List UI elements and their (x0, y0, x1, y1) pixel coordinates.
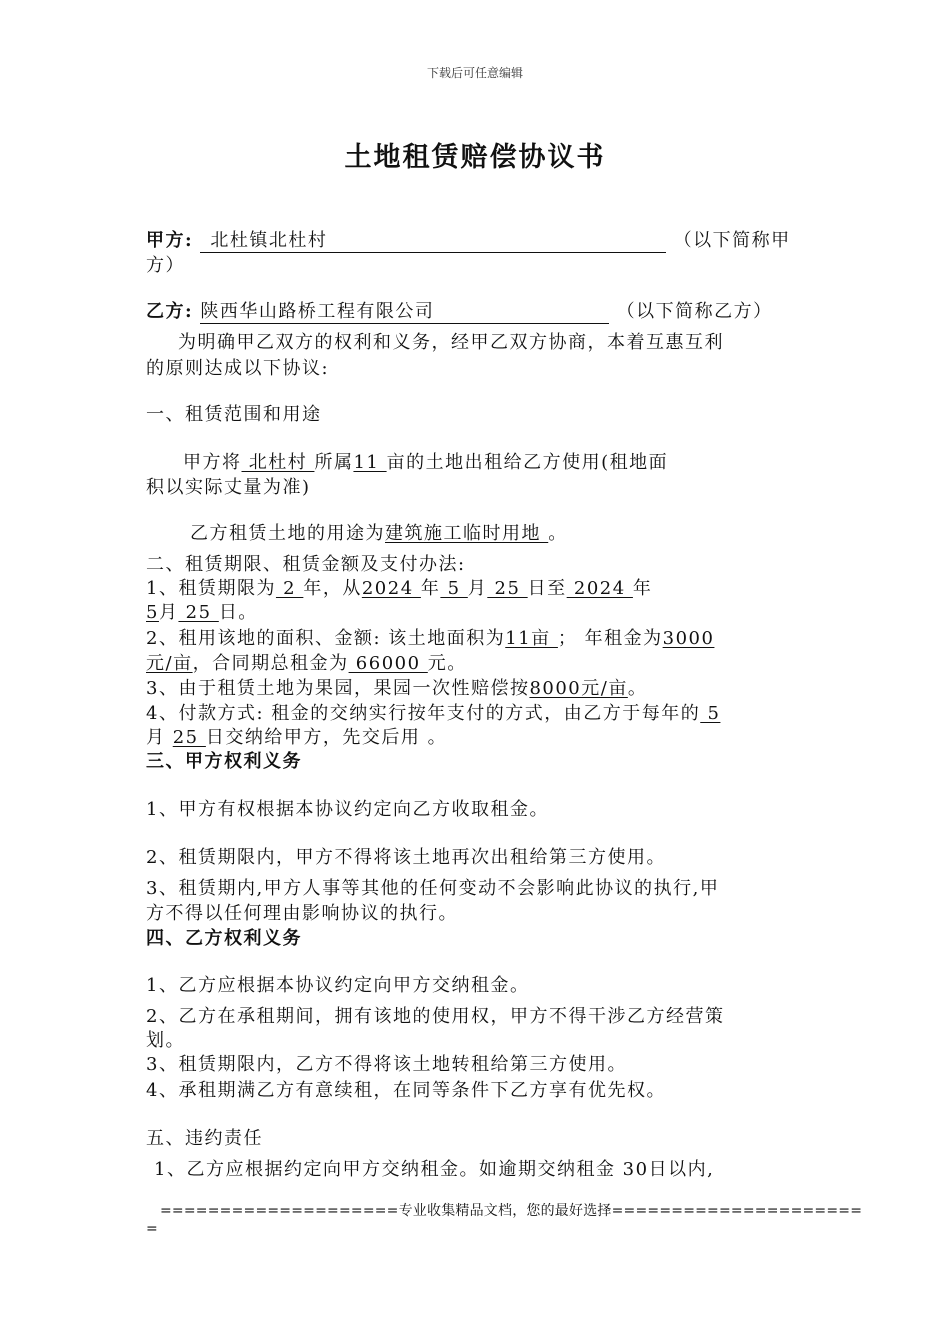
text: 1、租赁期限为 (146, 578, 276, 599)
text: ； 年租金为 (557, 628, 663, 649)
payment-month-field: 5 (700, 703, 721, 724)
end-day-field: 25 (178, 602, 219, 623)
party-a-line (146, 229, 791, 253)
text: 年，从 (303, 578, 362, 599)
text: 乙方租赁土地的用途为 (190, 523, 385, 544)
s2-item-1 (146, 577, 652, 601)
party-a-line2: 方） (146, 255, 185, 276)
text: 2、租用该地的面积、金额: 该土地面积为 (146, 628, 506, 649)
section-2-heading: 二、租赁期限、租赁金额及支付办法: (146, 554, 466, 575)
text: ，合同期总租金为 (192, 653, 349, 674)
total-rent-field: 66000 (348, 653, 428, 674)
section-1-heading: 一、租赁范围和用途 (146, 404, 322, 425)
text: 元。 (427, 653, 467, 674)
section-5-heading: 五、违约责任 (146, 1128, 263, 1149)
s2-item-2 (146, 627, 714, 651)
party-a-label: 甲方: (146, 230, 194, 251)
party-a-name: 北杜镇北杜村 (200, 230, 666, 253)
s2-item-4 (146, 702, 720, 726)
footer-line2: = (146, 1221, 158, 1237)
s3-item-2: 2、租赁期限内，甲方不得将该土地再次出租给第三方使用。 (146, 847, 666, 868)
area-total-field: 11亩 (505, 628, 558, 649)
s5-item-1: 1、乙方应根据约定向甲方交纳租金。如逾期交纳租金 30日以内, (154, 1159, 715, 1180)
footer-line1: ====================专业收集精品文档，您的最好选择===================== (160, 1203, 863, 1219)
village-field: 北杜村 (241, 452, 315, 473)
text: 。 (627, 678, 648, 699)
text: 年 (632, 578, 653, 599)
intro-line1: 为明确甲乙双方的权利和义务，经甲乙双方协商，本着互惠互利 (178, 332, 724, 353)
s3-item-3-line2: 方不得以任何理由影响协议的执行。 (146, 903, 458, 924)
text: 所属 (314, 452, 354, 473)
text: 日交纳给甲方，先交后用 。 (205, 727, 448, 748)
s2-item-3 (146, 677, 647, 701)
s4-item-2: 2、乙方在承租期间，拥有该地的使用权，甲方不得干涉乙方经营策 (146, 1006, 725, 1027)
section-4-heading: 四、乙方权利义务 (146, 928, 302, 949)
text: 亩的土地出租给乙方使用(租地面 (386, 452, 669, 473)
s4-item-3: 3、租赁期限内，乙方不得将该土地转租给第三方使用。 (146, 1054, 627, 1075)
s4-item-2-line2: 划。 (146, 1030, 185, 1051)
text: 日至 (527, 578, 567, 599)
use-field: 建筑施工临时用地 (385, 523, 549, 544)
s2-item-1-line2 (146, 601, 258, 625)
s2-item-2-line2 (146, 652, 467, 676)
s4-item-1: 1、乙方应根据本协议约定向甲方交纳租金。 (146, 975, 530, 996)
start-day-field: 25 (487, 578, 528, 599)
party-b-line (146, 300, 773, 324)
start-month-field: 5 (440, 578, 468, 599)
s1-paragraph-2 (190, 522, 568, 546)
party-b-suffix: （以下简称乙方） (616, 301, 773, 322)
party-b-name: 陕西华山路桥工程有限公司 (200, 301, 609, 324)
text: 。 (548, 523, 568, 544)
s4-item-4: 4、承租期满乙方有意续租，在同等条件下乙方享有优先权。 (146, 1080, 666, 1101)
text: 月 (467, 578, 488, 599)
text: 月 (158, 602, 179, 623)
s2-item-4-line2 (146, 726, 447, 750)
rent-unit-field: 元/亩 (146, 653, 193, 674)
section-3-heading: 三、甲方权利义务 (146, 751, 302, 772)
text: 4、付款方式: 租金的交纳实行按年支付的方式，由乙方于每年的 (146, 703, 701, 724)
text: 甲方将 (183, 452, 242, 473)
party-a-suffix: （以下简称甲 (673, 230, 791, 251)
intro-line2: 的原则达成以下协议: (146, 358, 330, 379)
s1-paragraph-1 (183, 451, 668, 475)
area-field: 11 (353, 452, 387, 473)
s3-item-3: 3、租赁期内,甲方人事等其他的任何变动不会影响此协议的执行,甲 (146, 878, 720, 899)
text: 日。 (218, 602, 258, 623)
text: 3、由于租赁土地为果园，果园一次性赔偿按 (146, 678, 530, 699)
text: 年 (420, 578, 441, 599)
annual-rent-field: 3000 (662, 628, 715, 649)
header-note: 下载后可任意编辑 (426, 66, 523, 80)
text: 月 (146, 727, 173, 748)
document-title: 土地租赁赔偿协议书 (344, 142, 606, 173)
s1-paragraph-1-line2: 积以实际丈量为准) (146, 477, 311, 498)
start-year-field: 2024 (361, 578, 421, 599)
term-years-field: 2 (275, 578, 304, 599)
payment-day-field: 25 (172, 727, 206, 748)
end-year-field: 2024 (566, 578, 633, 599)
end-month-field: 5 (146, 602, 159, 623)
party-b-label: 乙方: (146, 301, 194, 322)
s3-item-1: 1、甲方有权根据本协议约定向乙方收取租金。 (146, 799, 549, 820)
compensation-field: 8000元/亩 (529, 678, 628, 699)
